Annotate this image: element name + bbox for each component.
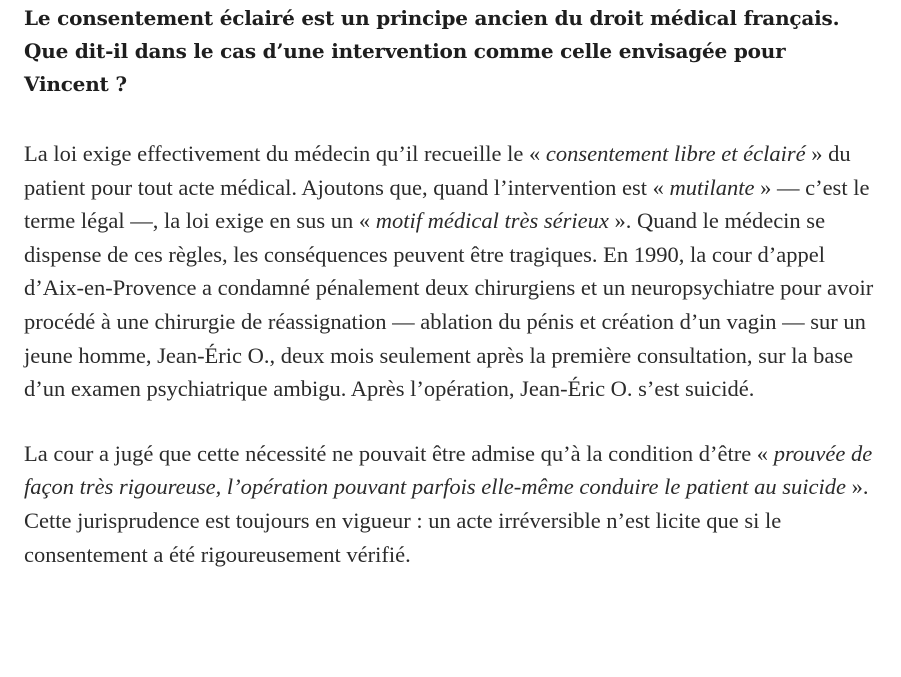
answer-paragraph-1 [24, 137, 874, 406]
answer-paragraph-2 [24, 437, 874, 571]
text-segment: ». Quand le médecin se dispense de ces règles, les conséquences peuvent être tragiques. En 1990, la cour d’appel d’Aix-en-Provence a condamné pénalement deux chirurgiens et un neuropsychiatre pour avoir procédé à une chirurgie de réassignation — ablation du pénis et création d’un vagin — sur un jeune homme, Jean-Éric O., deux mois seulement après la première consultation, sur la base d’un examen psychiatrique ambigu. Après l’opération, Jean-Éric O. s’est suicidé. [24, 208, 874, 402]
text-segment: La cour a jugé que cette nécessité ne pouvait être admise qu’à la condition d’être « [24, 440, 774, 466]
text-segment: » — c’est le terme légal —, la loi exige en sus un « [24, 174, 870, 234]
article-body [24, 0, 874, 571]
text-segment: ». Cette jurisprudence est toujours en vigueur : un acte irréversible n’est licite que si le consentement a été rigoureusement vérifié. [24, 474, 869, 567]
interview-question: Le consentement éclairé est un principe ancien du droit médical français. Que dit-il dans le cas d’une intervention comme celle envisagée pour Vincent ? [24, 6, 840, 96]
quote-consentement: consentement libre et éclairé [545, 141, 806, 166]
text-segment: » du patient pour tout acte médical. Ajoutons que, quand l’intervention est « [24, 141, 851, 200]
quote-court-ruling: prouvée de façon très rigoureuse, l’opération pouvant parfois elle-même conduire le patient au suicide [24, 440, 873, 500]
quote-motif-medical: motif médical très sérieux [375, 208, 609, 234]
text-segment: La loi exige effectivement du médecin qu’il recueille le « [24, 141, 546, 166]
quote-mutilante: mutilante [669, 174, 755, 200]
